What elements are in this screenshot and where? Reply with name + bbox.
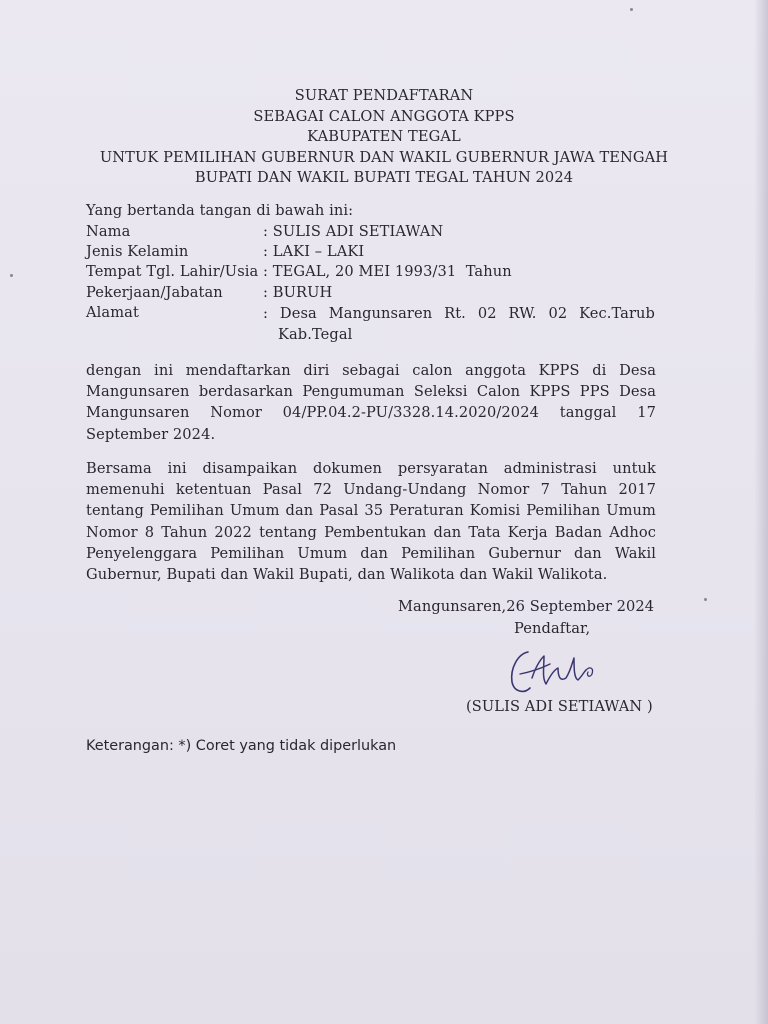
footnote: Keterangan: *) Coret yang tidak diperlukan bbox=[86, 738, 397, 754]
field-value-address bbox=[263, 304, 655, 345]
handwritten-signature-icon bbox=[500, 634, 610, 704]
address-word: Mangunsaren bbox=[328, 305, 433, 322]
address-line-2: Kab.Tegal bbox=[278, 325, 353, 343]
field-label-birth: Tempat Tgl. Lahir/Usia bbox=[86, 263, 259, 280]
address-word: Desa bbox=[279, 305, 317, 322]
address-word: RW. bbox=[508, 305, 537, 322]
address-word: : bbox=[263, 305, 269, 322]
header-election: UNTUK PEMILIHAN GUBERNUR DAN WAKIL GUBERNUR JAWA TENGAH bbox=[99, 148, 669, 166]
field-value-occupation: : BURUH bbox=[263, 284, 333, 301]
paragraph-documents: Bersama ini disampaikan dokumen persyaratan administrasi untuk memenuhi ketentuan Pasal 72 Undang-Undang Nomor 7 Tahun 2017 tentang Pemilihan Umum dan Pasal 35 Peraturan Komisi Pemilihan Umum Nomor 8 Tahun 2022 tentang Pembentukan dan Tata Kerja Badan Adhoc Penyelenggara Pemilihan Umum dan Pemilihan Gubernur dan Wakil Gubernur, Bupati dan Wakil Bupati, dan Walikota dan Wakil Walikota. bbox=[86, 460, 656, 584]
scan-speck bbox=[10, 274, 13, 277]
field-value-gender: : LAKI – LAKI bbox=[263, 243, 365, 260]
scan-speck bbox=[630, 8, 633, 11]
field-label-name: Nama bbox=[86, 223, 131, 240]
header-election-year: BUPATI DAN WAKIL BUPATI TEGAL TAHUN 2024 bbox=[194, 169, 574, 186]
field-label-address: Alamat bbox=[86, 304, 139, 321]
field-label-occupation: Pekerjaan/Jabatan bbox=[86, 284, 223, 301]
header-title: SURAT PENDAFTARAN bbox=[294, 87, 474, 104]
document-header bbox=[0, 86, 768, 189]
scan-speck bbox=[704, 598, 707, 601]
address-word: Kec.Tarub bbox=[579, 305, 655, 322]
place-and-date: Mangunsaren,26 September 2024 bbox=[398, 598, 655, 615]
signer-name: (SULIS ADI SETIAWAN ) bbox=[466, 698, 653, 715]
header-regency: KABUPATEN TEGAL bbox=[307, 128, 461, 145]
address-word: 02 bbox=[548, 305, 568, 322]
paragraph-registration: dengan ini mendaftarkan diri sebagai calon anggota KPPS di Desa Mangunsaren berdasarkan Pengumuman Seleksi Calon KPPS PPS Desa Mangunsaren Nomor 04/PP.04.2-PU/3328.14.2020/2024 tanggal 17 September 2024. bbox=[86, 362, 656, 443]
header-subtitle: SEBAGAI CALON ANGGOTA KPPS bbox=[253, 107, 515, 125]
address-word: Rt. bbox=[444, 305, 466, 322]
address-word: 02 bbox=[477, 305, 497, 322]
field-value-name: : SULIS ADI SETIAWAN bbox=[263, 223, 444, 240]
field-label-gender: Jenis Kelamin bbox=[86, 243, 189, 260]
signer-role: Pendaftar, bbox=[514, 620, 591, 637]
field-value-birth: : TEGAL, 20 MEI 1993/31 Tahun bbox=[263, 263, 512, 280]
intro-text: Yang bertanda tangan di bawah ini: bbox=[86, 202, 354, 219]
